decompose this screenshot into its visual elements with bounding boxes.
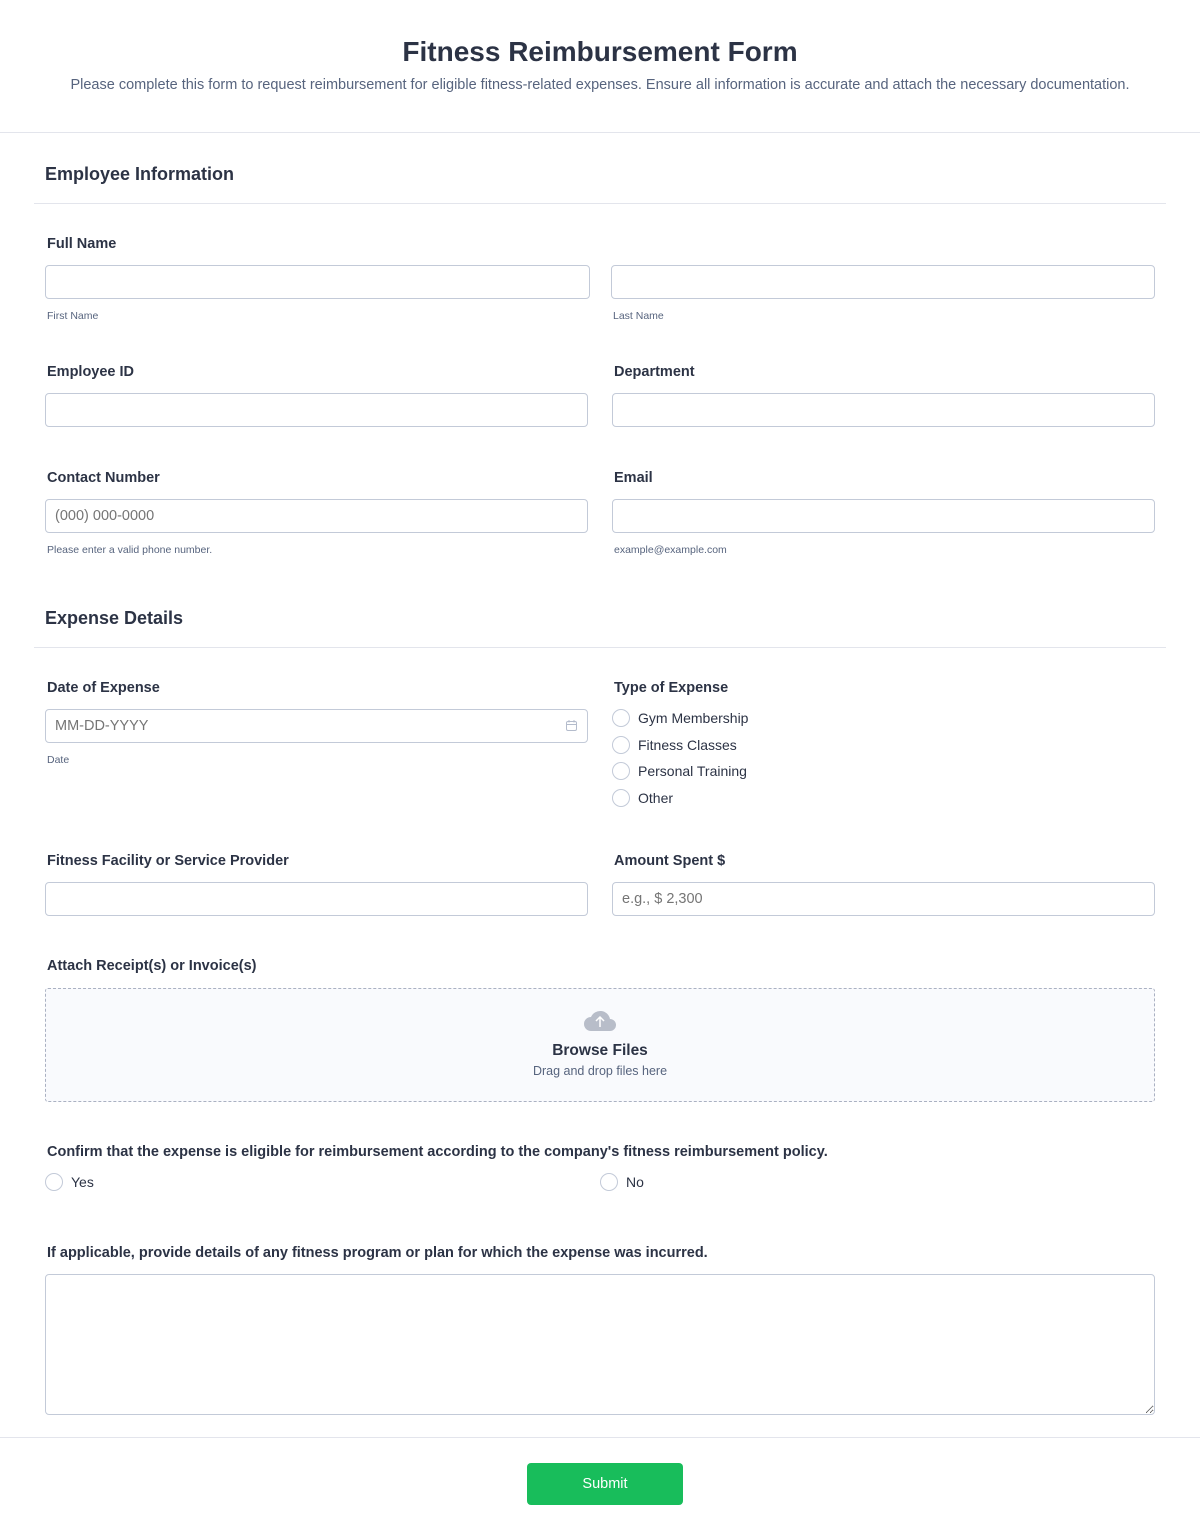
department-input[interactable] [612, 393, 1155, 427]
date-input[interactable] [45, 709, 588, 743]
provider-label: Fitness Facility or Service Provider [47, 853, 289, 869]
date-label: Date of Expense [47, 680, 160, 696]
file-upload-dropzone[interactable] [45, 988, 1155, 1102]
last-name-sublabel: Last Name [613, 310, 664, 322]
submit-button[interactable]: Submit [527, 1463, 683, 1505]
first-name-input[interactable] [45, 265, 590, 299]
email-input[interactable] [612, 499, 1155, 533]
form-title: Fitness Reimbursement Form [402, 36, 798, 67]
section-title-employee: Employee Information [45, 164, 235, 184]
radio-other[interactable] [612, 788, 748, 808]
details-label: If applicable, provide details of any fitness program or plan for which the expense was incurred. [47, 1245, 708, 1261]
email-sublabel: example@example.com [614, 544, 727, 556]
contact-number-input[interactable] [45, 499, 588, 533]
radio-circle[interactable] [612, 736, 630, 754]
radio-circle[interactable] [45, 1173, 63, 1191]
radio-fitness-classes[interactable] [612, 735, 748, 755]
radio-gym-membership[interactable] [612, 708, 748, 728]
radio-personal-training[interactable] [612, 761, 748, 781]
radio-label: Fitness Classes [638, 736, 737, 753]
employee-id-input[interactable] [45, 393, 588, 427]
radio-circle[interactable] [612, 762, 630, 780]
provider-input[interactable] [45, 882, 588, 916]
radio-circle[interactable] [612, 709, 630, 727]
radio-no[interactable] [600, 1172, 644, 1192]
confirm-label: Confirm that the expense is eligible for reimbursement according to the company's fitness reimbursement policy. [47, 1144, 828, 1160]
header-divider [0, 132, 1200, 133]
radio-yes[interactable] [45, 1172, 94, 1192]
amount-label: Amount Spent $ [614, 853, 726, 869]
calendar-icon[interactable] [565, 719, 578, 732]
type-label: Type of Expense [614, 680, 729, 696]
amount-input[interactable] [612, 882, 1155, 916]
employee-id-label: Employee ID [47, 364, 135, 380]
drag-drop-text: Drag and drop files here [532, 1064, 668, 1078]
radio-circle[interactable] [612, 789, 630, 807]
radio-label: Gym Membership [638, 710, 749, 726]
radio-circle[interactable] [600, 1173, 618, 1191]
footer-divider [0, 1437, 1200, 1438]
date-sublabel: Date [47, 754, 70, 766]
browse-files-label[interactable]: Browse Files [552, 1042, 648, 1059]
radio-label: No [626, 1174, 644, 1190]
email-label: Email [614, 470, 653, 486]
full-name-label: Full Name [47, 236, 117, 252]
radio-label: Other [638, 789, 674, 806]
section-divider [34, 647, 1166, 648]
department-label: Department [614, 364, 695, 380]
radio-label: Yes [71, 1174, 94, 1190]
contact-sublabel: Please enter a valid phone number. [47, 544, 213, 556]
type-radio-group [612, 708, 748, 808]
last-name-input[interactable] [611, 265, 1155, 299]
section-title-expense: Expense Details [45, 608, 184, 628]
form-description: Please complete this form to request reimbursement for eligible fitness-related expenses. Ensure all information is accurate and attach the necessary documentation. [70, 77, 1130, 93]
first-name-sublabel: First Name [47, 310, 99, 322]
section-divider [34, 203, 1166, 204]
attach-label: Attach Receipt(s) or Invoice(s) [47, 958, 257, 974]
contact-label: Contact Number [47, 470, 160, 486]
details-textarea[interactable] [45, 1274, 1155, 1415]
radio-label: Personal Training [638, 763, 747, 779]
cloud-upload-icon [582, 1007, 618, 1033]
